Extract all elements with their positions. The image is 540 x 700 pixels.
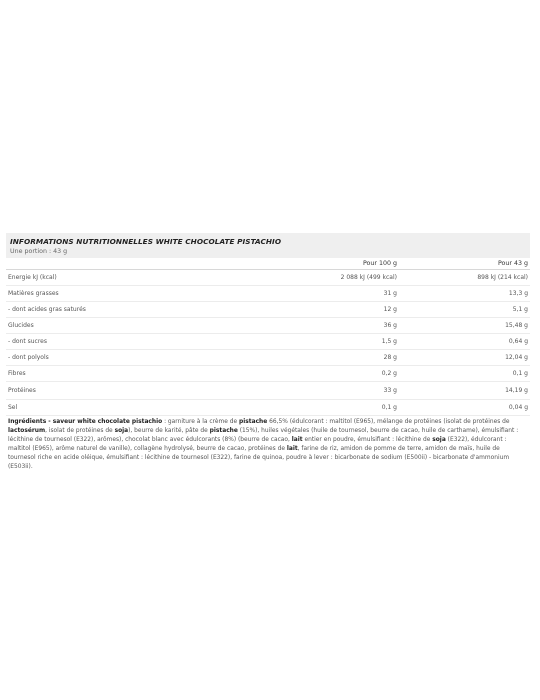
nutrient-label: Energie kJ (kcal) <box>6 270 268 286</box>
header-per100: Pour 100 g <box>268 258 399 270</box>
ingredient-text: (E322), édulcorant : maltitol (E965), arôme naturel de vanille), collagène hydrolysé, beurre de cacao, protéines de <box>8 437 507 453</box>
value-per43: 13,3 g <box>399 286 530 302</box>
value-per43: 898 kJ (214 kcal) <box>399 270 530 286</box>
table-row <box>6 318 530 334</box>
value-per43: 0,1 g <box>399 366 530 382</box>
table-row <box>6 270 530 286</box>
ingredient-allergen: pistache <box>239 419 268 425</box>
value-per100: 12 g <box>268 302 399 318</box>
nutrient-label: Glucides <box>6 318 268 334</box>
table-row <box>6 400 530 416</box>
ingredient-allergen: Ingrédients - saveur white chocolate pistachio <box>8 419 163 425</box>
ingredient-text: , isolat de protéines de <box>45 428 115 435</box>
serving-size: Une portion : 43 g <box>10 248 68 255</box>
ingredient-text: 66,5% (édulcorant : maltitol (E965), mélange de protéines (isolat de protéines de <box>267 419 510 425</box>
value-per43: 14,19 g <box>399 382 530 400</box>
value-per43: 0,64 g <box>399 334 530 350</box>
ingredient-allergen: pistache <box>209 428 238 435</box>
ingredient-text: , farine de riz, amidon de pomme de terre, amidon de maïs, huile de tournesol riche en acide oléique, émulsifiant : lécithine de tournesol (E322), farine de quinoa, poudre à lever : bicarbonate de sodium (E500ii) - bicarbonate d'ammonium (E503ii). <box>8 446 510 471</box>
table-row <box>6 366 530 382</box>
nutrition-table <box>6 258 530 416</box>
nutrition-header <box>6 233 530 258</box>
ingredient-allergen: lait <box>286 446 298 453</box>
ingredient-text: entier en poudre, émulsifiant : lécithine de <box>302 437 433 444</box>
nutrition-title: INFORMATIONS NUTRITIONNELLES WHITE CHOCOLATE PISTACHIO <box>10 237 282 246</box>
nutrient-label: Protéines <box>6 382 268 400</box>
ingredient-text: ), beurre de karité, pâte de <box>128 428 210 435</box>
value-per100: 31 g <box>268 286 399 302</box>
table-row <box>6 286 530 302</box>
nutrient-label: Fibres <box>6 366 268 382</box>
nutrient-label: - dont polyols <box>6 350 268 366</box>
ingredient-allergen: soja <box>114 428 129 435</box>
table-row <box>6 302 530 318</box>
nutrient-label: - dont sucres <box>6 334 268 350</box>
nutrient-label: Matières grasses <box>6 286 268 302</box>
nutrient-label: - dont acides gras saturés <box>6 302 268 318</box>
ingredient-allergen: lactosérum <box>8 428 46 435</box>
table-row <box>6 350 530 366</box>
table-header-row <box>6 258 530 270</box>
table-row <box>6 334 530 350</box>
value-per43: 0,04 g <box>399 400 530 416</box>
value-per43: 5,1 g <box>399 302 530 318</box>
value-per100: 2 088 kJ (499 kcal) <box>268 270 399 286</box>
nutrition-panel <box>6 233 530 473</box>
ingredient-text: : garniture à la crème de <box>162 419 240 425</box>
value-per100: 0,2 g <box>268 366 399 382</box>
ingredient-text: (15%), huiles végétales (huile de tournesol, beurre de cacao, huile de carthame), émulsifiant : lécithine de tournesol (E322), arômes), chocolat blanc avec édulcorants (8%) (beurre de cacao, <box>8 428 519 444</box>
value-per100: 36 g <box>268 318 399 334</box>
ingredient-allergen: lait <box>291 437 303 444</box>
value-per100: 33 g <box>268 382 399 400</box>
value-per100: 0,1 g <box>268 400 399 416</box>
ingredient-allergen: soja <box>432 437 446 444</box>
nutrient-label: Sel <box>6 400 268 416</box>
value-per43: 15,48 g <box>399 318 530 334</box>
value-per100: 28 g <box>268 350 399 366</box>
ingredients-text <box>6 416 530 473</box>
value-per43: 12,04 g <box>399 350 530 366</box>
table-row <box>6 382 530 400</box>
value-per100: 1,5 g <box>268 334 399 350</box>
header-per43: Pour 43 g <box>399 258 530 270</box>
header-label-cell <box>6 258 268 270</box>
